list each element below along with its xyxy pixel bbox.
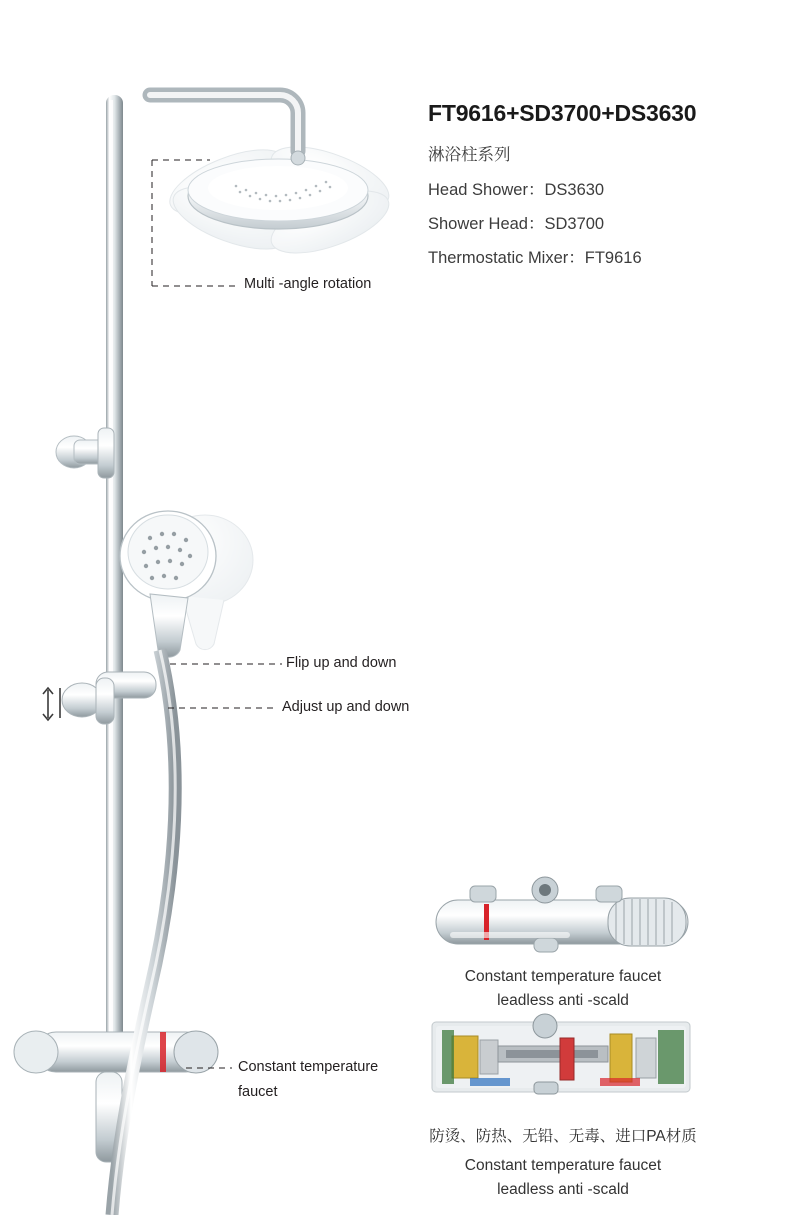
faucet-exterior-image [432,877,694,955]
caption-bottom-en-line1: Constant temperature faucet [464,1157,662,1174]
callout-constant-temperature-faucet-line1: Constant temperature [238,1059,379,1075]
callout-adjust-up-down: Adjust up and down [282,699,410,715]
caption-bottom-cn: 防烫、防热、无铅、无毒、进口PA材质 [429,1128,697,1145]
series-label: 淋浴柱系列 [428,146,511,164]
callout-constant-temperature-faucet-line2: faucet [238,1084,278,1100]
slide-holder [62,672,156,724]
faucet-cutaway-image [432,1014,690,1094]
specification-block [428,100,778,278]
callout-flip-up-down: Flip up and down [286,655,397,671]
caption-top-en-line1: Constant temperature faucet [464,968,662,985]
spec-shower-head: Shower Head：SD3700 [428,215,605,233]
hand-shower [120,511,253,657]
spec-head-shower: Head Shower：DS3630 [428,181,605,199]
caption-top-en-line2: leadless anti -scald [497,992,629,1009]
up-down-arrow-icon [43,688,60,720]
wall-bracket-upper [56,428,114,478]
callout-multi-angle-rotation: Multi -angle rotation [244,276,372,292]
spec-thermostatic-mixer: Thermostatic Mixer：FT9616 [428,249,642,267]
caption-bottom-en-line2: leadless anti -scald [497,1181,629,1198]
page-title: FT9616+SD3700+DS3630 [428,100,697,126]
